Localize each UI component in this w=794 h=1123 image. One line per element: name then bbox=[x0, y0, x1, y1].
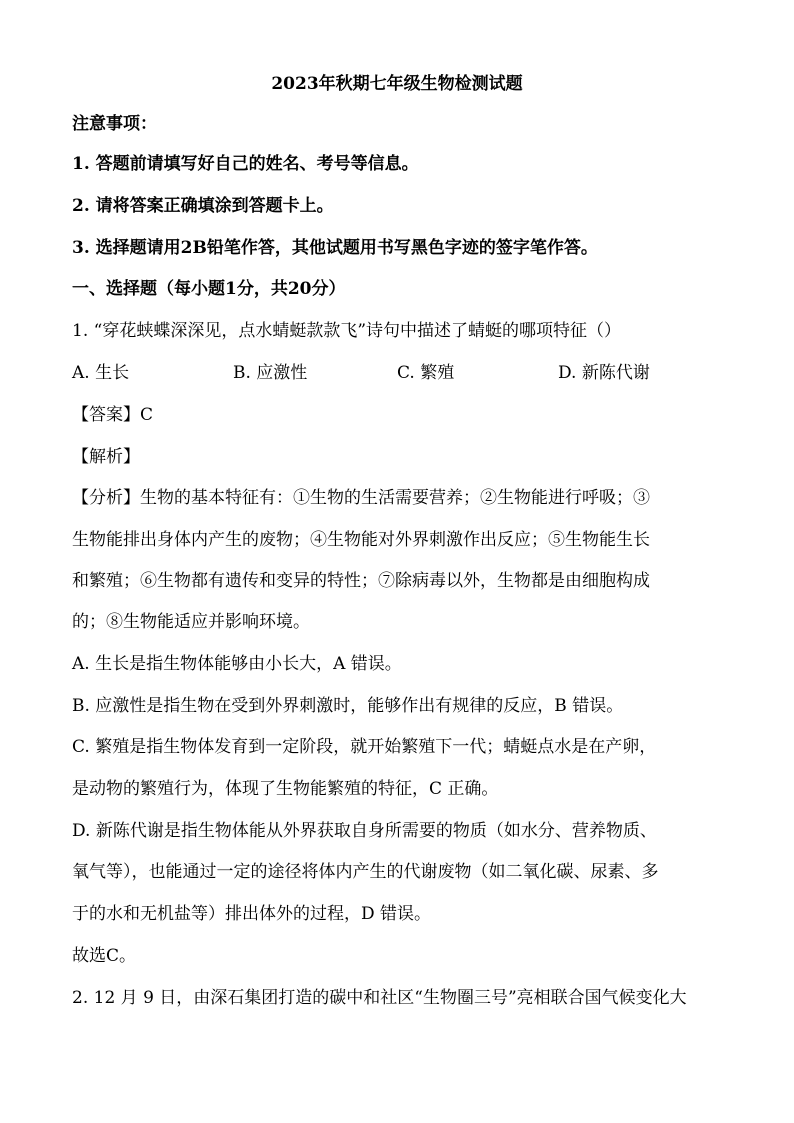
explanation-line: 【分析】生物的基本特征有：①生物的生活需要营养；②生物能进行呼吸；③ bbox=[72, 488, 650, 508]
explanation-line: D. 新陈代谢是指生物体能从外界获取自身所需要的物质（如水分、营养物质、 bbox=[72, 821, 657, 841]
explanation-line: 的；⑧生物能适应并影响环境。 bbox=[72, 612, 310, 632]
option-b: B. 应激性 bbox=[233, 363, 308, 383]
explanation-line: A. 生长是指生物体能够由小长大，A 错误。 bbox=[72, 654, 402, 674]
analysis-label: 【解析】 bbox=[72, 447, 140, 467]
page-title: 2023年秋期七年级生物检测试题 bbox=[271, 74, 523, 94]
option-c: C. 繁殖 bbox=[397, 363, 455, 383]
option-a: A. 生长 bbox=[72, 363, 130, 383]
explanation-line: 故选C。 bbox=[72, 946, 137, 966]
explanation-line: 生物能排出身体内产生的废物；④生物能对外界刺激作出反应；⑤生物能生长 bbox=[72, 530, 650, 550]
notice-item: 3. 选择题请用2B铅笔作答，其他试题用书写黑色字迹的签字笔作答。 bbox=[72, 238, 598, 258]
section-heading: 一、选择题（每小题1分，共20分） bbox=[72, 279, 346, 299]
question-stem: 2. 12 月 9 日，由深石集团打造的碳中和社区“生物圈三号”亮相联合国气候变化大 bbox=[72, 988, 687, 1008]
explanation-line: 于的水和无机盐等）排出体外的过程，D 错误。 bbox=[72, 904, 432, 924]
explanation-line: 是动物的繁殖行为，体现了生物能繁殖的特征，C 正确。 bbox=[72, 779, 499, 799]
notice-heading: 注意事项： bbox=[72, 114, 157, 134]
explanation-line: 和繁殖；⑥生物都有遗传和变异的特性；⑦除病毒以外，生物都是由细胞构成 bbox=[72, 571, 650, 591]
answer-line: 【答案】C bbox=[72, 405, 154, 425]
notice-item: 1. 答题前请填写好自己的姓名、考号等信息。 bbox=[72, 154, 419, 174]
question-stem: 1. “穿花蛱蝶深深见，点水蜻蜓款款飞”诗句中描述了蜻蜓的哪项特征（） bbox=[72, 321, 622, 341]
explanation-line: 氧气等），也能通过一定的途径将体内产生的代谢废物（如二氧化碳、尿素、多 bbox=[72, 862, 659, 882]
option-d: D. 新陈代谢 bbox=[558, 363, 650, 383]
notice-item: 2. 请将答案正确填涂到答题卡上。 bbox=[72, 196, 334, 216]
explanation-line: C. 繁殖是指生物体发育到一定阶段，就开始繁殖下一代；蜻蜓点水是在产卵， bbox=[72, 737, 657, 757]
explanation-line: B. 应激性是指生物在受到外界刺激时，能够作出有规律的反应，B 错误。 bbox=[72, 696, 624, 716]
